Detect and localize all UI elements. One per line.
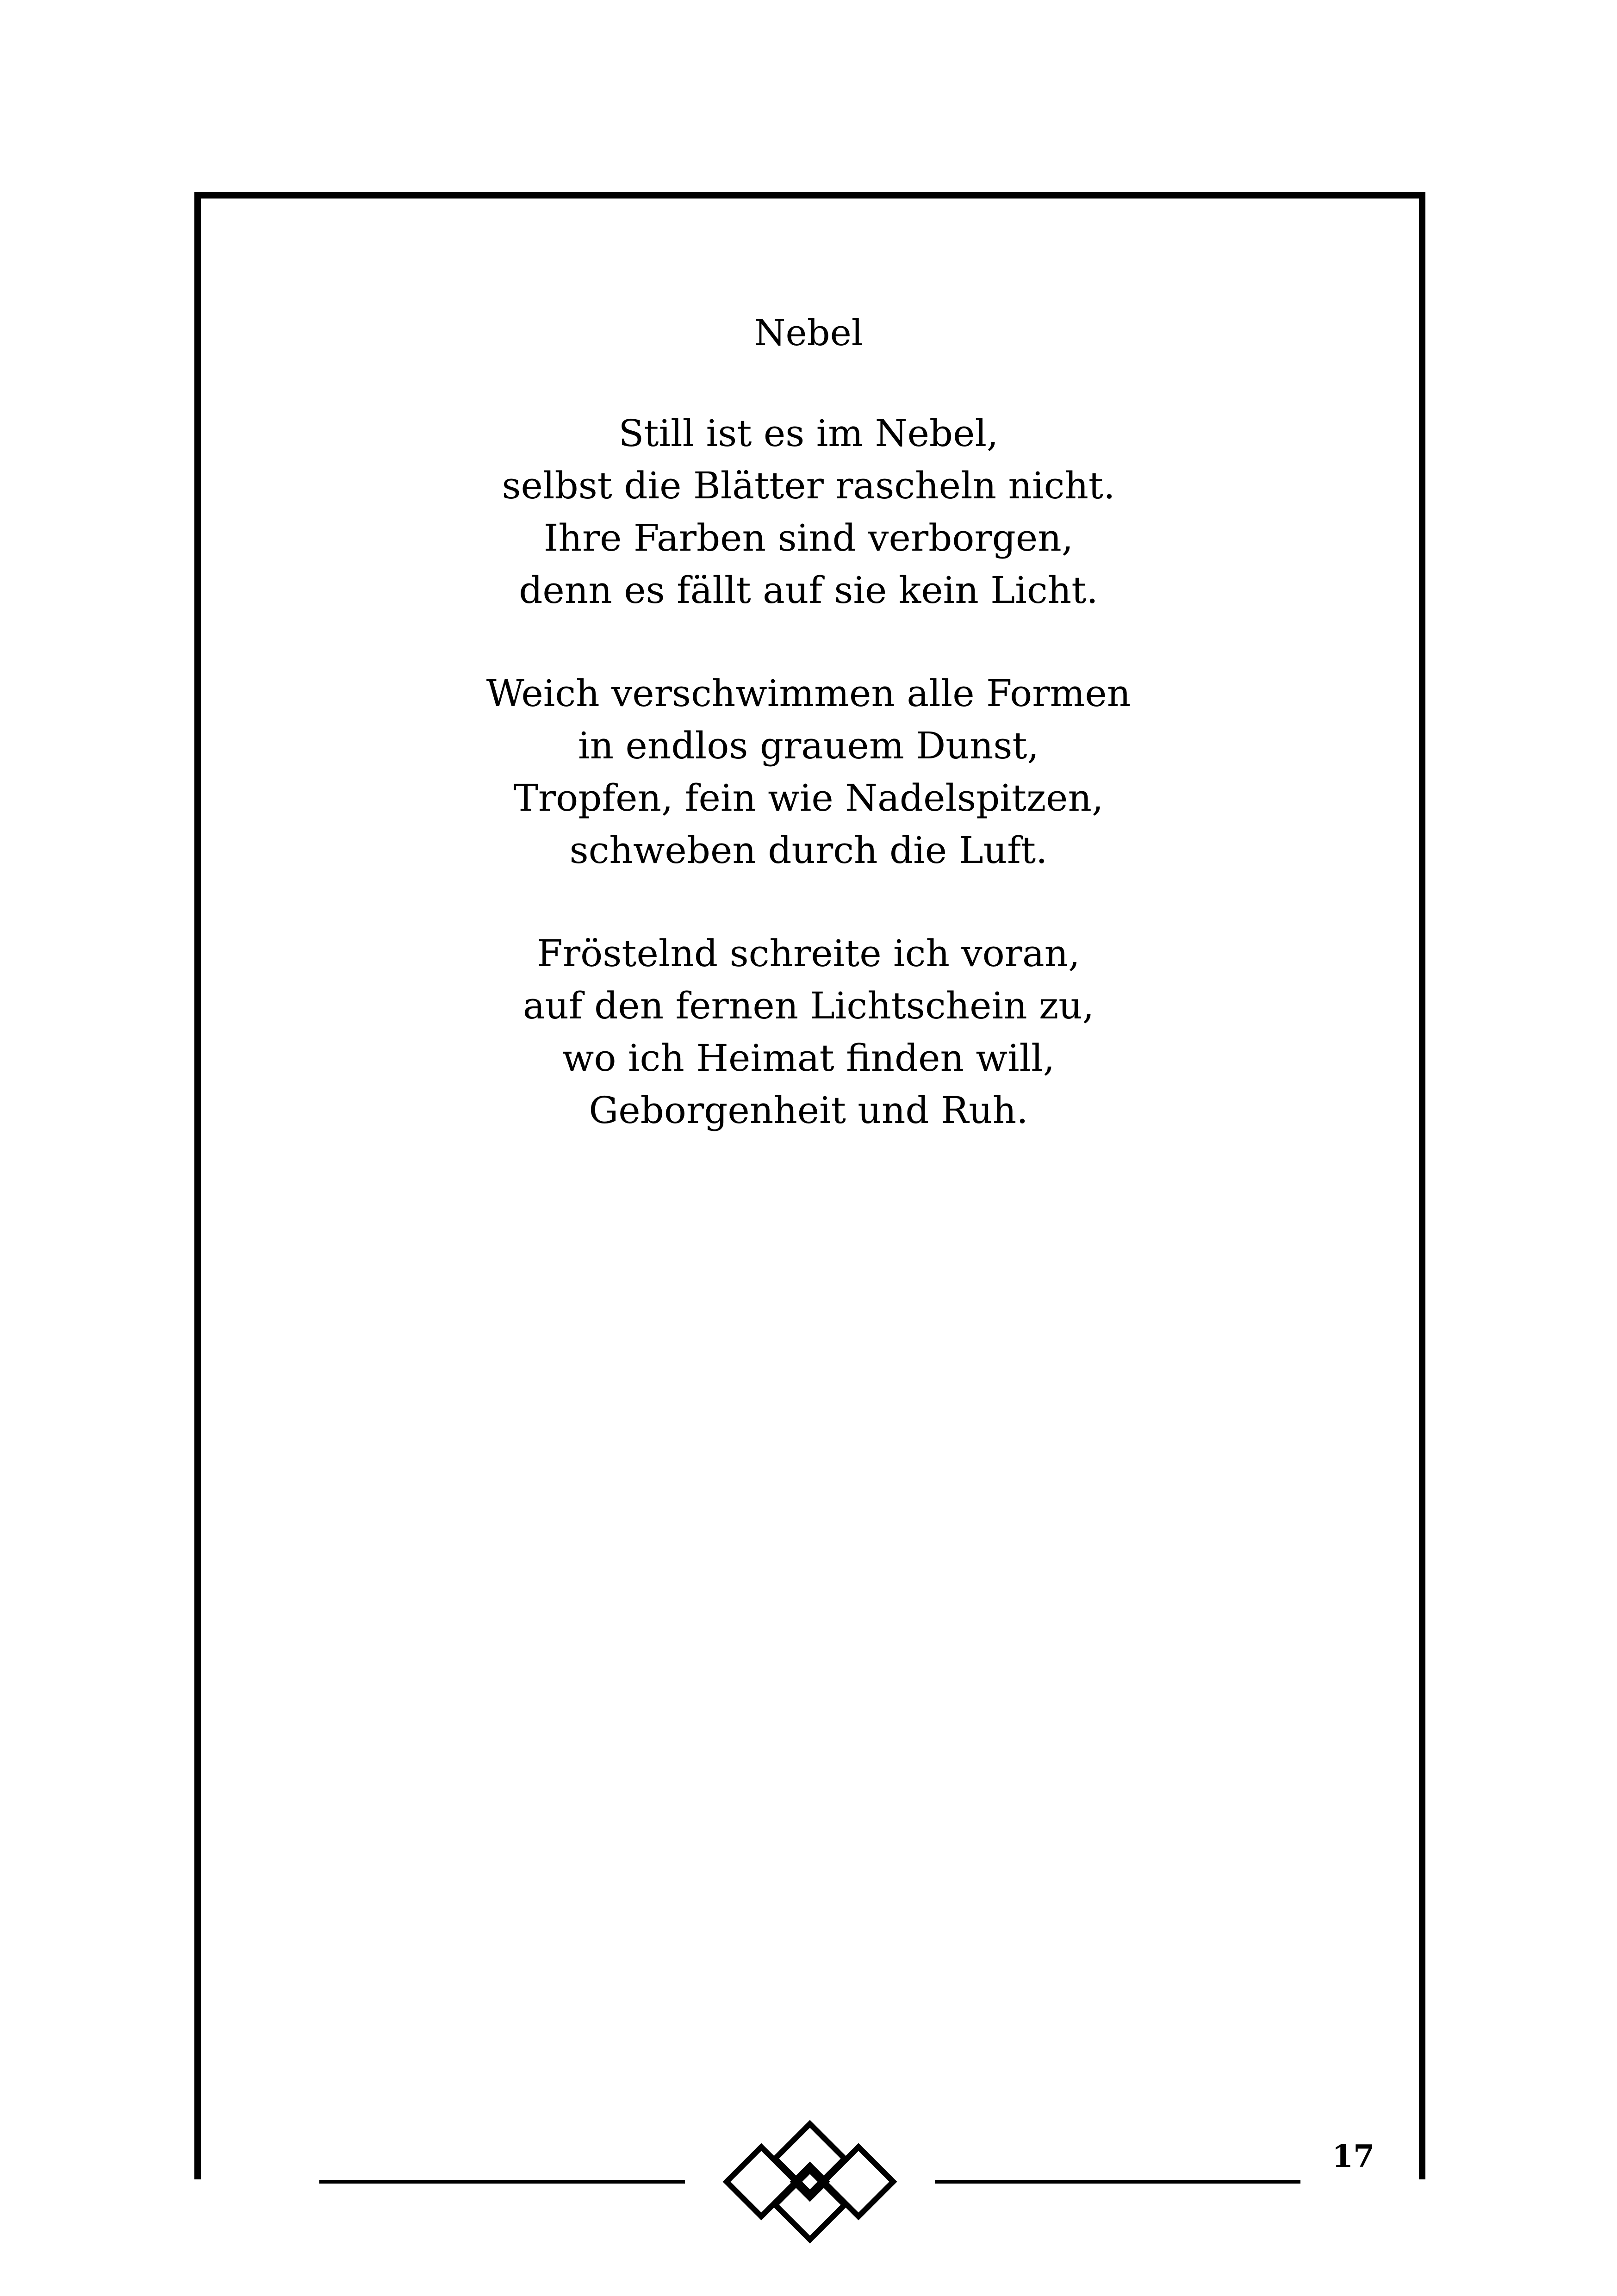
poem-line: auf den fernen Lichtschein zu, [522, 984, 1095, 1027]
poem-line: schweben durch die Luft. [569, 829, 1048, 872]
stanza-3 [417, 927, 1200, 1136]
poem-line: Still ist es im Nebel, [618, 412, 999, 455]
poem-line: Geborgenheit und Ruh. [589, 1089, 1028, 1132]
page-number: 17 [1332, 2138, 1374, 2174]
poem-line: wo ich Heimat finden will, [562, 1036, 1055, 1080]
poem-line: Ihre Farben sind verborgen, [543, 516, 1074, 559]
poem-line: Fröstelnd schreite ich voran, [537, 932, 1080, 975]
poem-line: in endlos grauem Dunst, [578, 724, 1039, 767]
poem-line: Tropfen, fein wie Nadelspitzen, [513, 776, 1104, 819]
poem-title: Nebel [754, 312, 863, 354]
stanza-1 [417, 407, 1200, 616]
poem-line: selbst die Blätter rascheln nicht. [502, 464, 1115, 507]
poem-line: denn es fällt auf sie kein Licht. [519, 569, 1098, 612]
diamond-knot-ornament-icon [315, 2119, 1305, 2258]
poem-line: Weich verschwimmen alle Formen [486, 672, 1131, 715]
poem [417, 305, 1200, 1187]
stanza-2 [417, 667, 1200, 876]
